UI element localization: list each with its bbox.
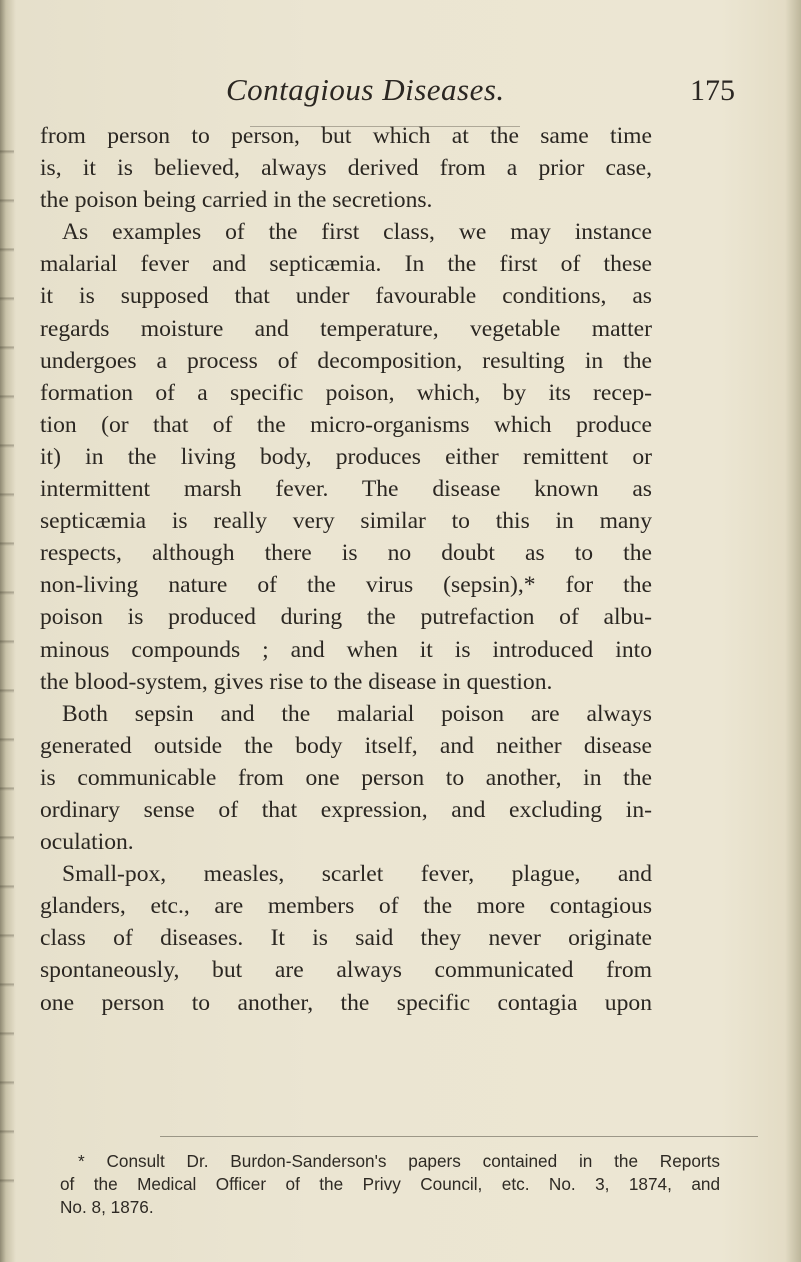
text-line: ordinary sense of that expression, and excluding in-: [40, 796, 652, 823]
footnote-line: * Consult Dr. Burdon-Sanderson's papers contained in the Reports: [78, 1151, 720, 1171]
text-line: undergoes a process of decomposition, resulting in the: [40, 347, 652, 374]
text-line: Small-pox, measles, scarlet fever, plague, and: [62, 861, 652, 888]
text-line: As examples of the first class, we may instance: [62, 219, 652, 246]
footnote: [60, 1150, 720, 1219]
text-line: it is supposed that under favourable conditions, as: [40, 283, 652, 310]
text-line: poison is produced during the putrefaction of albu-: [40, 604, 652, 631]
binding-edge: [0, 120, 14, 1220]
text-line: it) in the living body, produces either remittent or: [40, 443, 652, 470]
text-line: malarial fever and septicæmia. In the first of these: [40, 251, 652, 278]
text-line: spontaneously, but are always communicated from: [40, 957, 652, 984]
text-line: glanders, etc., are members of the more contagious: [40, 893, 652, 920]
footnote-line: of the Medical Officer of the Privy Council, etc. No. 3, 1874, and: [60, 1174, 720, 1194]
text-line: Both sepsin and the malarial poison are always: [62, 700, 652, 727]
text-line: respects, although there is no doubt as to the: [40, 540, 652, 567]
text-line: tion (or that of the micro-organisms which produce: [40, 411, 652, 438]
text-line: is, it is believed, always derived from a prior case,: [40, 155, 652, 182]
text-line: oculation.: [40, 829, 134, 856]
footnote-line: No. 8, 1876.: [60, 1197, 154, 1217]
running-title: Contagious Diseases.: [226, 72, 505, 107]
text-line: one person to another, the specific contagia upon: [40, 989, 652, 1016]
text-line: regards moisture and temperature, vegetable matter: [40, 315, 652, 342]
page-header: [0, 72, 801, 112]
body-text: [40, 120, 652, 1019]
text-line: intermittent marsh fever. The disease known as: [40, 476, 652, 503]
text-line: class of diseases. It is said they never originate: [40, 925, 652, 952]
text-line: minous compounds ; and when it is introduced into: [40, 636, 652, 663]
text-line: septicæmia is really very similar to this in many: [40, 508, 652, 535]
text-line: is communicable from one person to another, in the: [40, 764, 652, 791]
text-line: non-living nature of the virus (sepsin),* for the: [40, 572, 652, 599]
page-number: 175: [690, 74, 735, 107]
text-line: generated outside the body itself, and neither disease: [40, 732, 652, 759]
text-line: the poison being carried in the secretions.: [40, 187, 433, 214]
text-line: the blood-system, gives rise to the disease in question.: [40, 668, 553, 695]
text-line: from person to person, but which at the same time: [40, 123, 652, 149]
footnote-rule: [160, 1136, 758, 1137]
text-line: formation of a specific poison, which, by its recep-: [40, 379, 652, 406]
